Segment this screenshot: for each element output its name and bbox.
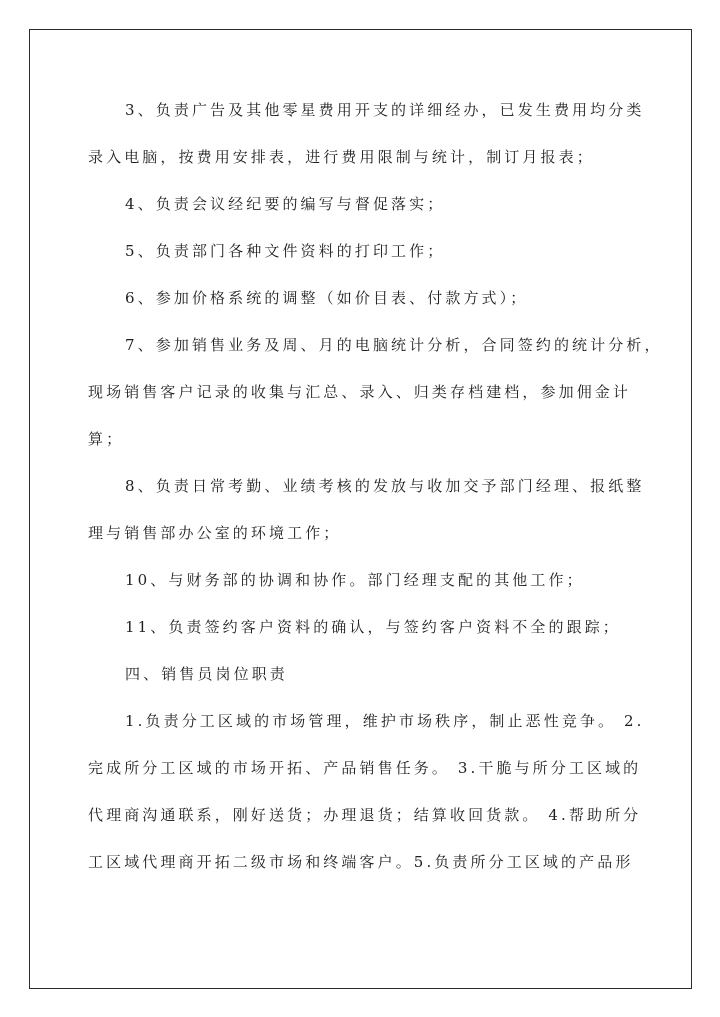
section-heading	[88, 651, 678, 698]
paragraph-salesperson-duties	[88, 698, 678, 886]
paragraph-item-7	[88, 322, 678, 463]
paragraph-item-5	[88, 228, 678, 275]
text-line: 理与销售部办公室的环境工作；	[88, 524, 342, 542]
text-line: 代理商沟通联系，刚好送货；办理退货；结算收回货款。 4.帮助所分	[88, 806, 642, 824]
text-line: 完成所分工区域的市场开拓、产品销售任务。 3.干脆与所分工区域的	[88, 759, 642, 777]
paragraph-item-10	[88, 557, 678, 604]
paragraph-item-6	[88, 275, 678, 322]
text-line: 工区域代理商开拓二级市场和终端客户。5.负责所分工区域的产品形	[88, 853, 634, 871]
paragraph-item-3	[88, 87, 678, 181]
text-line: 8、负责日常考勤、业绩考核的发放与收加交予部门经理、报纸整	[125, 477, 645, 495]
text-line: 现场销售客户记录的收集与汇总、录入、归类存档建档，参加佣金计	[88, 383, 632, 401]
paragraph-item-4	[88, 181, 678, 228]
text-line: 6、参加价格系统的调整（如价目表、付款方式）；	[125, 289, 529, 307]
text-line: 录入电脑，按费用安排表，进行费用限制与统计，制订月报表；	[88, 148, 595, 166]
text-line: 1.负责分工区域的市场管理，维护市场秩序，制止恶性竞争。 2.	[125, 712, 645, 730]
text-line: 3、负责广告及其他零星费用开支的详细经办，已发生费用均分类	[125, 101, 645, 119]
paragraph-item-11	[88, 604, 678, 651]
text-line: 4、负责会议经纪要的编写与督促落实；	[125, 195, 446, 213]
section-heading-text: 四、销售员岗位职责	[125, 665, 288, 683]
text-line: 11、负责签约客户资料的确认，与签约客户资料不全的跟踪；	[125, 618, 621, 636]
text-line: 10、与财务部的协调和协作。部门经理支配的其他工作；	[125, 571, 585, 589]
text-line: 5、负责部门各种文件资料的打印工作；	[125, 242, 446, 260]
text-line: 7、参加销售业务及周、月的电脑统计分析，合同签约的统计分析，	[125, 336, 663, 354]
text-line: 算；	[88, 430, 125, 448]
document-body	[88, 87, 678, 886]
paragraph-item-8	[88, 463, 678, 557]
